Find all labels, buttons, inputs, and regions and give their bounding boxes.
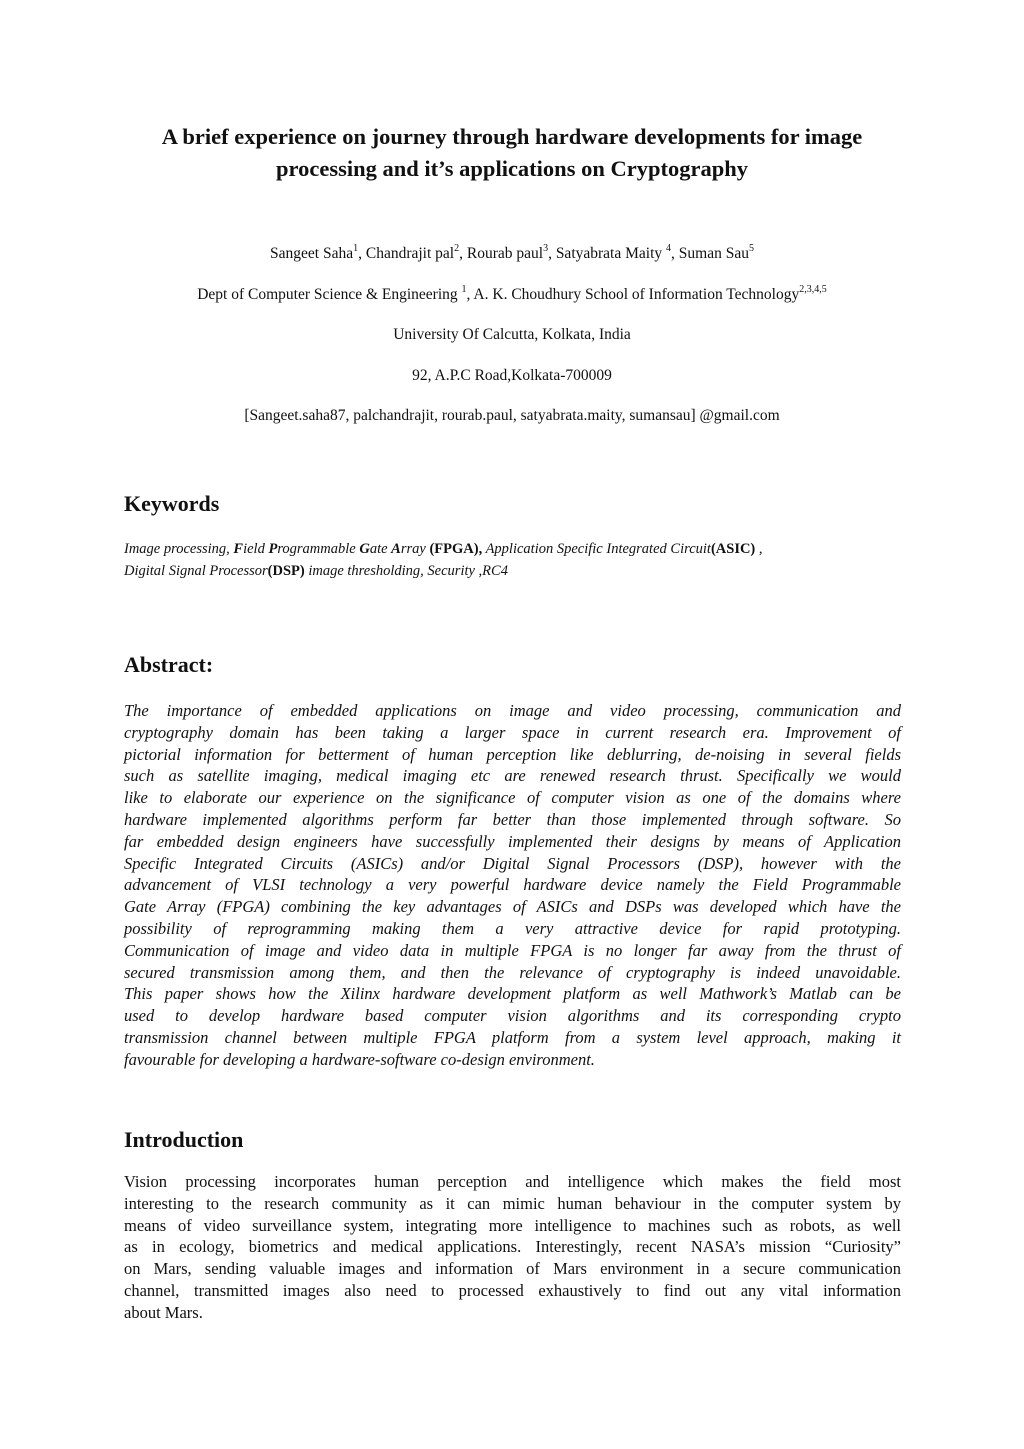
keyword-text: Digital Signal Processor: [124, 563, 268, 579]
abstract-line: advancement of VLSI technology a very powerful hardware device namely the Field Programmable: [124, 875, 901, 895]
keyword-initial: F: [233, 541, 244, 557]
abstract-line: favourable for developing a hardware-software co-design environment.: [124, 1049, 595, 1069]
keyword-text: Image processing,: [124, 541, 234, 557]
keyword-text: image thresholding, Security ,RC4: [304, 563, 508, 579]
author-separator: ,: [671, 245, 679, 262]
abstract-line: used to develop hardware based computer vision algorithms and its corresponding crypto: [124, 1006, 901, 1026]
introduction-heading: Introduction: [124, 1127, 244, 1152]
keyword-acronym: (DSP): [267, 563, 305, 579]
author-separator: ,: [358, 245, 366, 262]
abstract-line: possibility of reprogramming making them a very attractive device for rapid prototyping.: [124, 918, 901, 938]
author-affiliation-mark: 1: [353, 243, 359, 254]
introduction-line: as in ecology, biometrics and medical applications. Interestingly, recent NASA’s mission “Curiosity”: [124, 1237, 901, 1257]
keywords-line-1: [124, 538, 904, 560]
abstract-line: far embedded design engineers have successfully implemented their designs by means of Application: [124, 831, 901, 851]
keyword-initial: G: [359, 541, 370, 557]
affiliation-school: , A. K. Choudhury School of Information Technology: [466, 286, 800, 303]
abstract-line: Specific Integrated Circuits (ASICs) and/or Digital Signal Processors (DSP), however with the: [124, 853, 901, 873]
keyword-acronym: (FPGA),: [429, 541, 483, 557]
keyword-text: ield: [243, 541, 269, 557]
author-name: Satyabrata Maity: [555, 245, 667, 262]
abstract-line: like to elaborate our experience on the significance of computer vision as one of the domains where: [124, 788, 901, 808]
abstract-line: This paper shows how the Xilinx hardware development platform as well Mathwork’s Matlab can be: [124, 984, 901, 1004]
abstract-line: such as satellite imaging, medical imaging etc are renewed research thrust. Specifically we would: [124, 766, 901, 786]
abstract-line: The importance of embedded applications on image and video processing, communication and: [124, 701, 901, 720]
abstract-line: Communication of image and video data in multiple FPGA is no longer far away from the thrust of: [124, 940, 901, 960]
university-line: University Of Calcutta, Kolkata, India: [393, 326, 631, 343]
keyword-initial: P: [268, 541, 278, 557]
abstract-line: hardware implemented algorithms perform far better than those implemented through software. So: [124, 809, 901, 829]
keyword-text: rray: [400, 541, 430, 557]
keyword-text: ,: [755, 541, 763, 557]
author-name: Chandrajit pal: [365, 245, 455, 262]
author-affiliation-mark: 2: [454, 243, 460, 254]
abstract-line: cryptography domain has been taking a larger space in current research era. Improvement of: [124, 722, 901, 742]
abstract-line: pictorial information for betterment of human perception like deblurring, de-noising in several fields: [124, 744, 901, 764]
author-affiliation-mark: 5: [748, 243, 754, 254]
abstract-body: [124, 700, 901, 1071]
abstract-line: secured transmission among them, and then the relevance of cryptography is indeed unavoidable.: [124, 962, 901, 982]
abstract-heading: Abstract:: [124, 652, 214, 677]
keyword-acronym: (ASIC): [710, 541, 756, 557]
title-line-2: processing and it’s applications on Cryptography: [276, 156, 748, 181]
keyword-initial: A: [391, 541, 401, 557]
title-line-1: A brief experience on journey through hardware developments for image: [161, 124, 863, 149]
author-name: Suman Sau: [678, 245, 749, 262]
introduction-line: Vision processing incorporates human perception and intelligence which makes the field most: [124, 1172, 901, 1191]
keyword-text: rogrammable: [277, 541, 360, 557]
keyword-text: Application Specific Integrated Circuit: [482, 541, 711, 557]
abstract-line: transmission channel between multiple FPGA platform from a system level approach, making it: [124, 1027, 901, 1047]
paper-title: [100, 121, 924, 185]
affiliation-line: [60, 285, 964, 305]
author-list: [60, 244, 964, 264]
affiliation-school-mark: 2,3,4,5: [799, 284, 827, 295]
author-affiliation-mark: 3: [543, 243, 549, 254]
introduction-line: means of video surveillance system, integrating more intelligence to machines such as robots, as well: [124, 1215, 901, 1235]
affiliation-dept-mark: 1: [461, 284, 467, 295]
author-separator: ,: [548, 245, 556, 262]
author-name: Rourab paul: [466, 245, 544, 262]
address-line: 92, A.P.C Road,Kolkata-700009: [412, 367, 612, 384]
author-separator: ,: [459, 245, 467, 262]
abstract-line: Gate Array (FPGA) combining the key advantages of ASICs and DSPs was developed which have the: [124, 897, 901, 917]
introduction-line: interesting to the research community as it can mimic human behaviour in the computer system by: [124, 1193, 901, 1213]
keyword-text: ate: [369, 541, 392, 557]
author-name: Sangeet Saha: [270, 245, 354, 262]
introduction-line: channel, transmitted images also need to processed exhaustively to find out any vital information: [124, 1280, 901, 1300]
introduction-line: on Mars, sending valuable images and information of Mars environment in a secure communication: [124, 1259, 901, 1279]
affiliation-dept: Dept of Computer Science & Engineering: [197, 286, 462, 303]
author-affiliation-mark: 4: [666, 243, 672, 254]
keywords-line-2: [124, 560, 904, 582]
introduction-line: about Mars.: [124, 1302, 203, 1322]
email-line: [Sangeet.saha87, palchandrajit, rourab.paul, satyabrata.maity, sumansau] @gmail.com: [244, 407, 780, 424]
introduction-body: [124, 1171, 901, 1324]
keywords-heading: Keywords: [124, 491, 220, 516]
keywords-list: [124, 538, 904, 582]
